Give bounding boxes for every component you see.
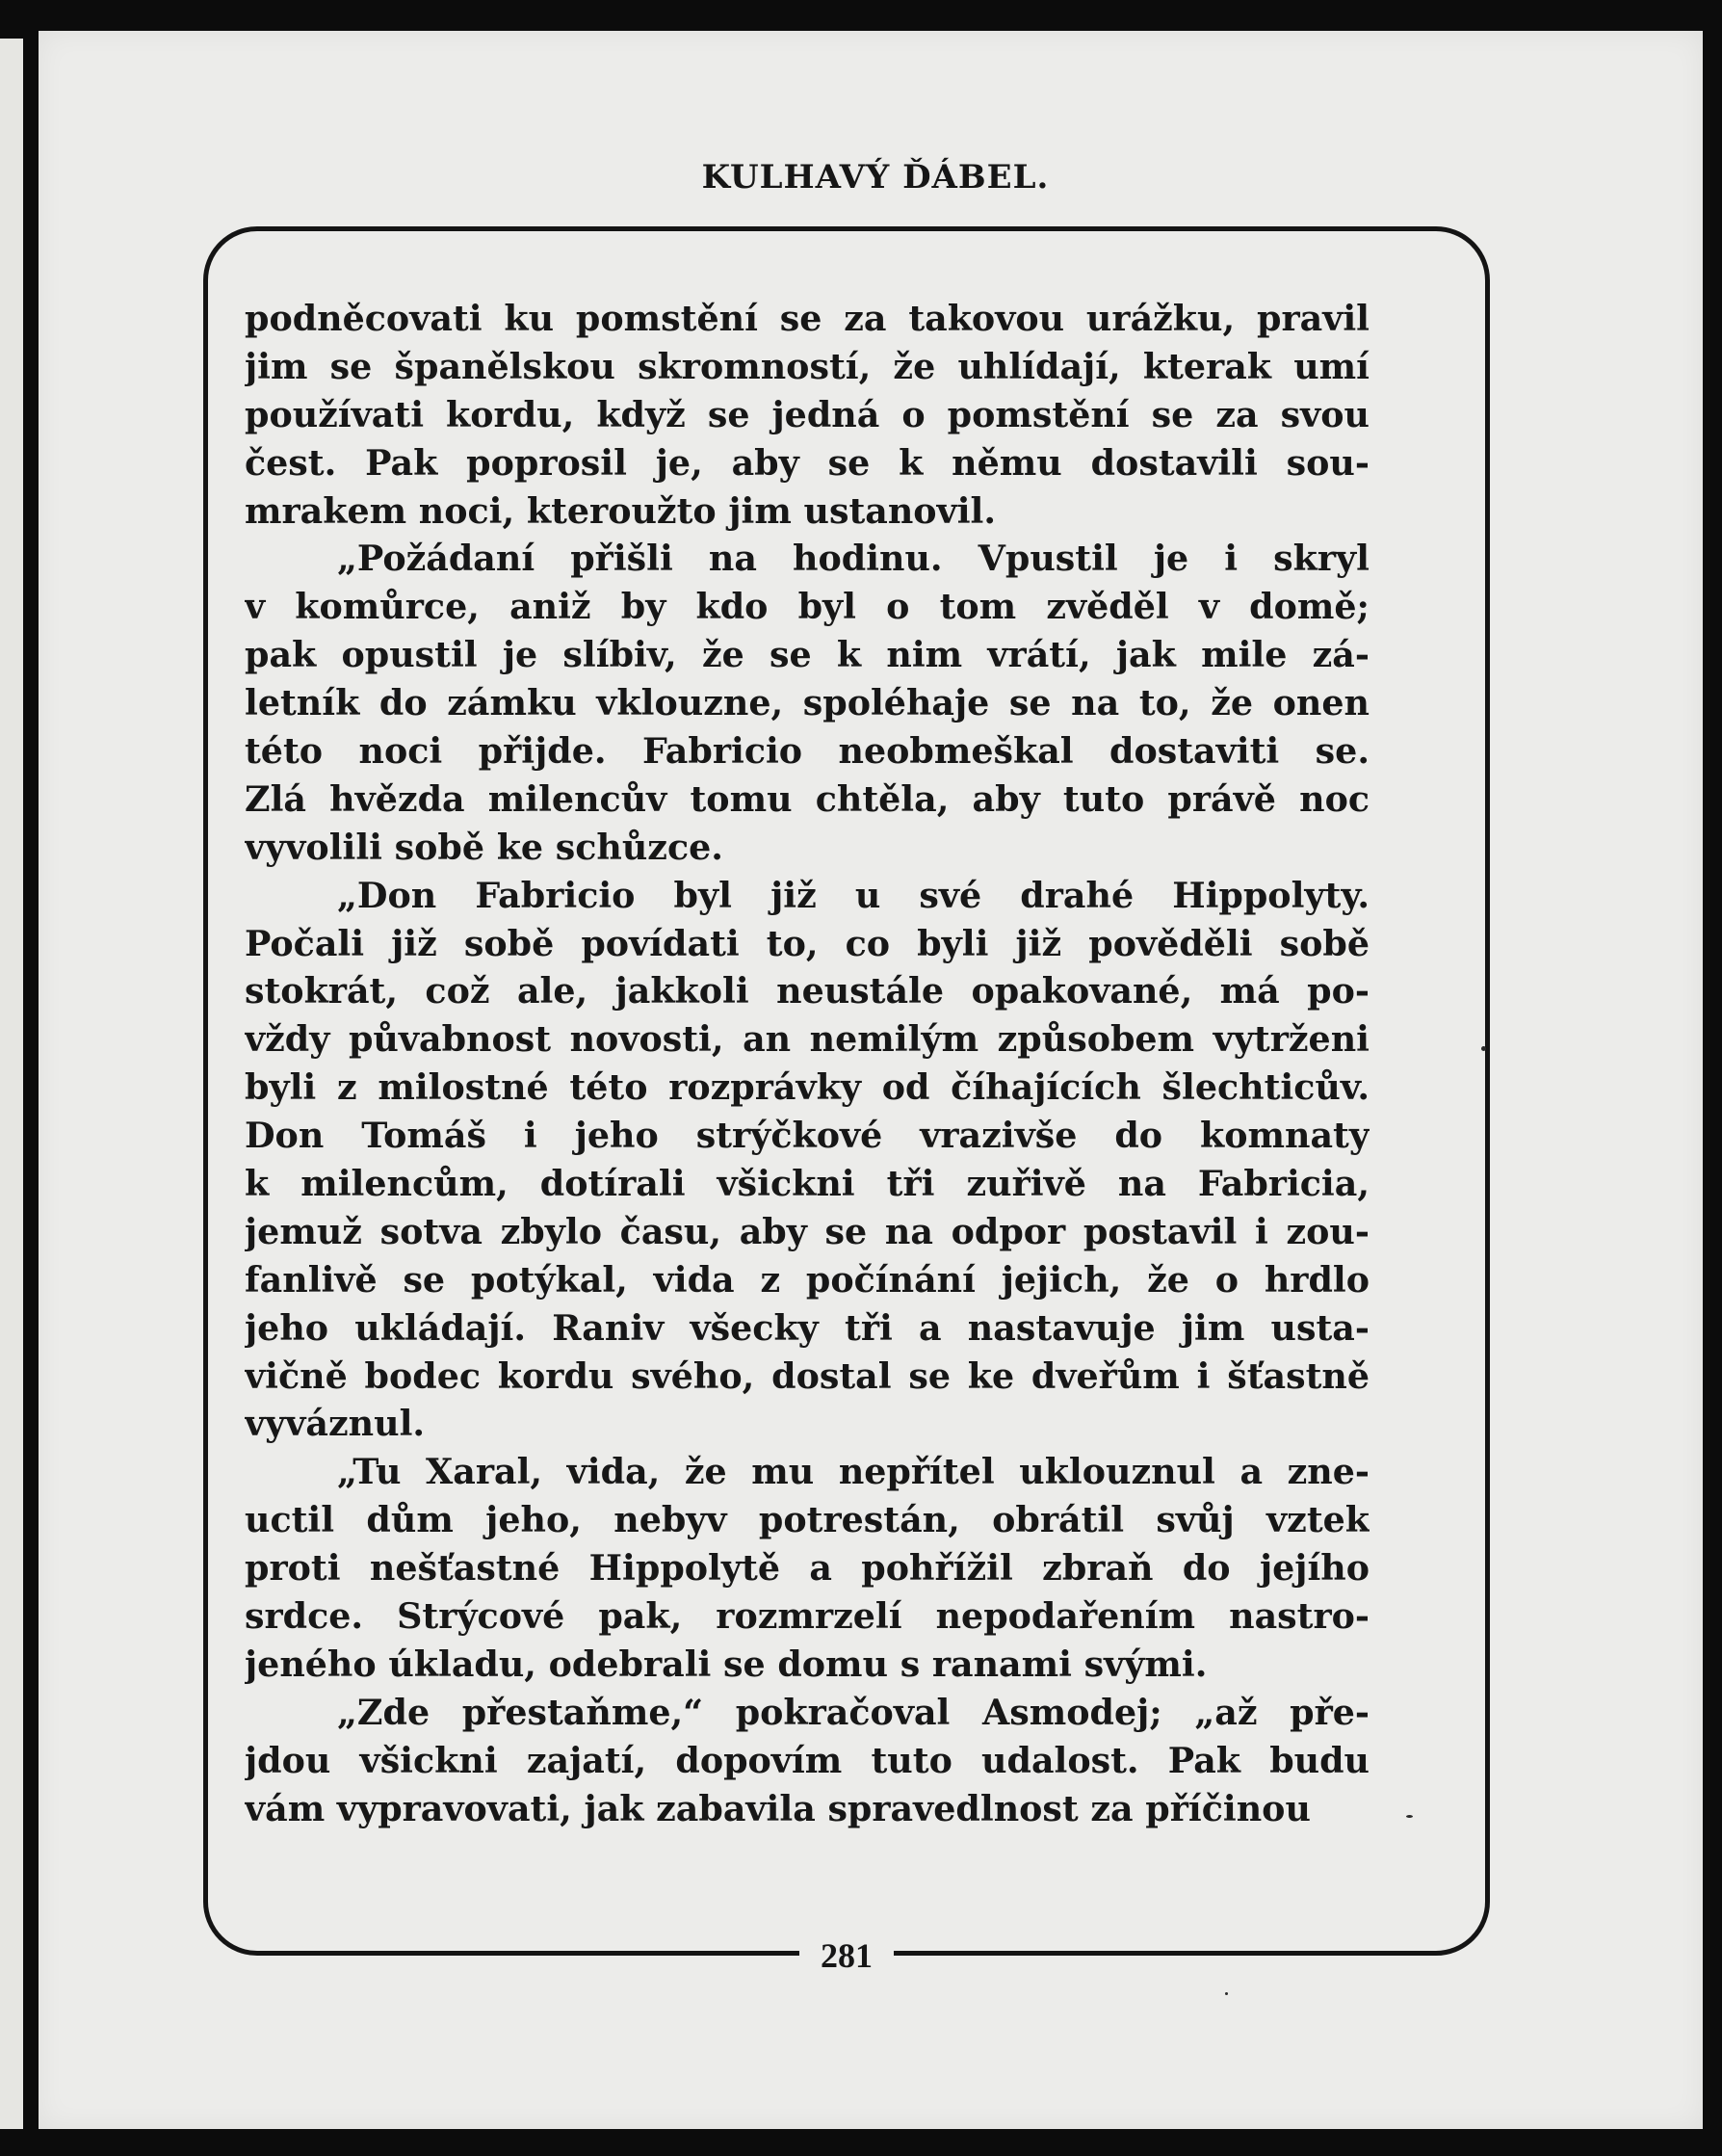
text-line: proti nešťastné Hippolytě a pohřížil zbraň do jejího (245, 1547, 1370, 1590)
text-line: jeného úkladu, odebrali se domu s ranami svými. (245, 1643, 1208, 1685)
text-line: podněcovati ku pomstění se za takovou urážku, pravil (245, 298, 1370, 339)
text-line: vám vypravovati, jak zabavila spravedlnost za příčinou (245, 1787, 1311, 1829)
text-line: vyvolili sobě ke schůzce. (245, 826, 723, 868)
text-line: fanlivě se potýkal, vida z počínání jejich, že o hrdlo (245, 1258, 1370, 1301)
paragraph (245, 1448, 1370, 1688)
text-line: pak opustil je slíbiv, že se k nim vrátí, jak mile zá- (245, 634, 1370, 676)
text-line: Počali již sobě povídati to, co byli již pověděli sobě (245, 922, 1370, 964)
facing-page-edge (0, 39, 23, 2129)
text-line: stokrát, což ale, jakkoli neustále opakované, má po- (245, 970, 1370, 1012)
text-line: vyváznul. (245, 1403, 426, 1445)
text-line: srdce. Strýcové pak, rozmrzelí nepodařením nastro- (245, 1595, 1370, 1638)
print-speck (1225, 1992, 1228, 1995)
text-line: „Zde přestaňme,“ pokračoval Asmodej; „až pře- (337, 1691, 1370, 1733)
text-line: Don Tomáš i jeho strýčkové vrazivše do komnaty (245, 1115, 1370, 1157)
text-line: jim se španělskou skromností, že uhlídají, kterak umí (245, 345, 1370, 387)
body-text (245, 295, 1370, 1833)
text-line: „Don Fabricio byl již u své drahé Hippolyty. (337, 874, 1370, 916)
text-line: používati kordu, když se jedná o pomstění se za svou (245, 393, 1370, 435)
text-line: letník do zámku vklouzne, spoléhaje se na to, že onen (245, 682, 1370, 724)
running-title: KULHAVÝ ĎÁBEL. (701, 158, 1050, 197)
print-speck (1406, 1815, 1413, 1818)
paragraph (245, 535, 1370, 871)
text-line: uctil dům jeho, nebyv potrestán, obrátil svůj vztek (245, 1499, 1370, 1541)
text-line: vždy půvabnost novosti, an nemilým způsobem vytrženi (245, 1018, 1370, 1061)
text-line: Zlá hvězda milencův tomu chtěla, aby tuto právě noc (245, 777, 1370, 820)
page-number: 281 (799, 1929, 894, 1983)
text-line: čest. Pak poprosil je, aby se k němu dostavili sou- (245, 441, 1370, 484)
page-number-area (203, 1929, 1490, 1983)
text-line: této noci přijde. Fabricio neobmeškal dostaviti se. (245, 730, 1370, 773)
text-line: jemuž sotva zbylo času, aby se na odpor postavil i zou- (245, 1210, 1370, 1252)
paragraph (245, 295, 1370, 535)
text-line: k milencům, dotírali všickni tři zuřivě na Fabricia, (245, 1163, 1370, 1205)
text-line: vičně bodec kordu svého, dostal se ke dveřům i šťastně (245, 1354, 1370, 1397)
text-line: mrakem noci, kteroužto jim ustanovil. (245, 489, 997, 532)
text-line: „Požádaní přišli na hodinu. Vpustil je i skryl (337, 538, 1370, 580)
text-line: jeho ukládají. Raniv všecky tři a nastavuje jim usta- (245, 1306, 1370, 1349)
paragraph (245, 1689, 1370, 1833)
paragraph (245, 872, 1370, 1449)
text-line: byli z milostné této rozprávky od číhajících šlechticův. (245, 1066, 1370, 1109)
text-line: v komůrce, aniž by kdo byl o tom zvěděl v domě; (245, 586, 1370, 628)
text-line: „Tu Xaral, vida, že mu nepřítel uklouznul a zne- (337, 1451, 1370, 1493)
print-speck (1481, 1046, 1486, 1051)
text-line: jdou všickni zajatí, dopovím tuto udalost. Pak budu (245, 1739, 1370, 1781)
